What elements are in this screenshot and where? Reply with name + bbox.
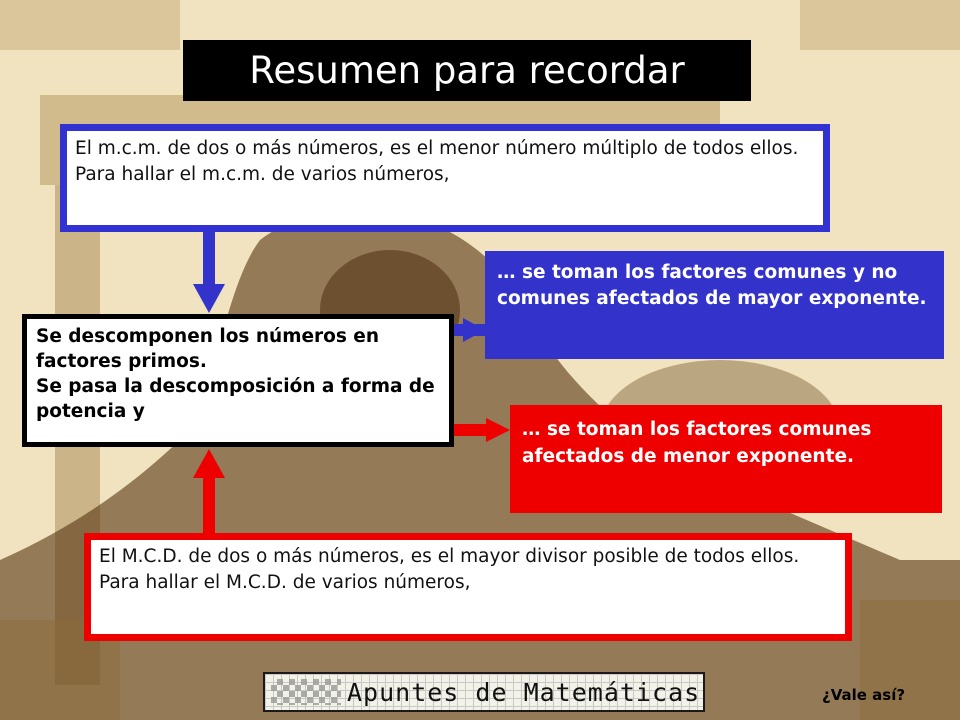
arrow-to-mcd-result (454, 418, 510, 442)
mcd-definition-text: El M.C.D. de dos o más números, es el mayor divisor posible de todos ellos. (99, 546, 800, 567)
decomposition-step-1: Se descomponen los números en factores primos. (36, 326, 380, 372)
mcd-result-box: … se toman los factores comunes afectados de menor exponente. (510, 405, 942, 513)
brand-title: Apuntes de Matemáticas (347, 678, 701, 707)
decomposition-step-2: Se pasa la descomposición a forma de potencia y (36, 376, 435, 422)
decomposition-box (22, 314, 454, 447)
mcm-result-box: … se toman los factores comunes y no comunes afectados de mayor exponente. (485, 251, 944, 359)
arrow-mcd-up (193, 449, 225, 533)
brand-banner (263, 672, 705, 712)
checker-pattern-decoration (271, 679, 341, 705)
mcd-howto-text: Para hallar el M.C.D. de varios números, (99, 572, 471, 593)
page-title: Resumen para recordar (183, 40, 751, 101)
mcm-definition-box (60, 124, 830, 232)
mcd-definition-box (84, 533, 852, 641)
arrow-to-mcm-result (454, 318, 486, 342)
mcm-definition-text: El m.c.m. de dos o más números, es el menor número múltiplo de todos ellos. (75, 138, 799, 159)
mcm-howto-text: Para hallar el m.c.m. de varios números, (75, 164, 450, 185)
arrow-mcm-down (193, 232, 225, 313)
footer-question-link[interactable]: ¿Vale así? (822, 686, 906, 704)
